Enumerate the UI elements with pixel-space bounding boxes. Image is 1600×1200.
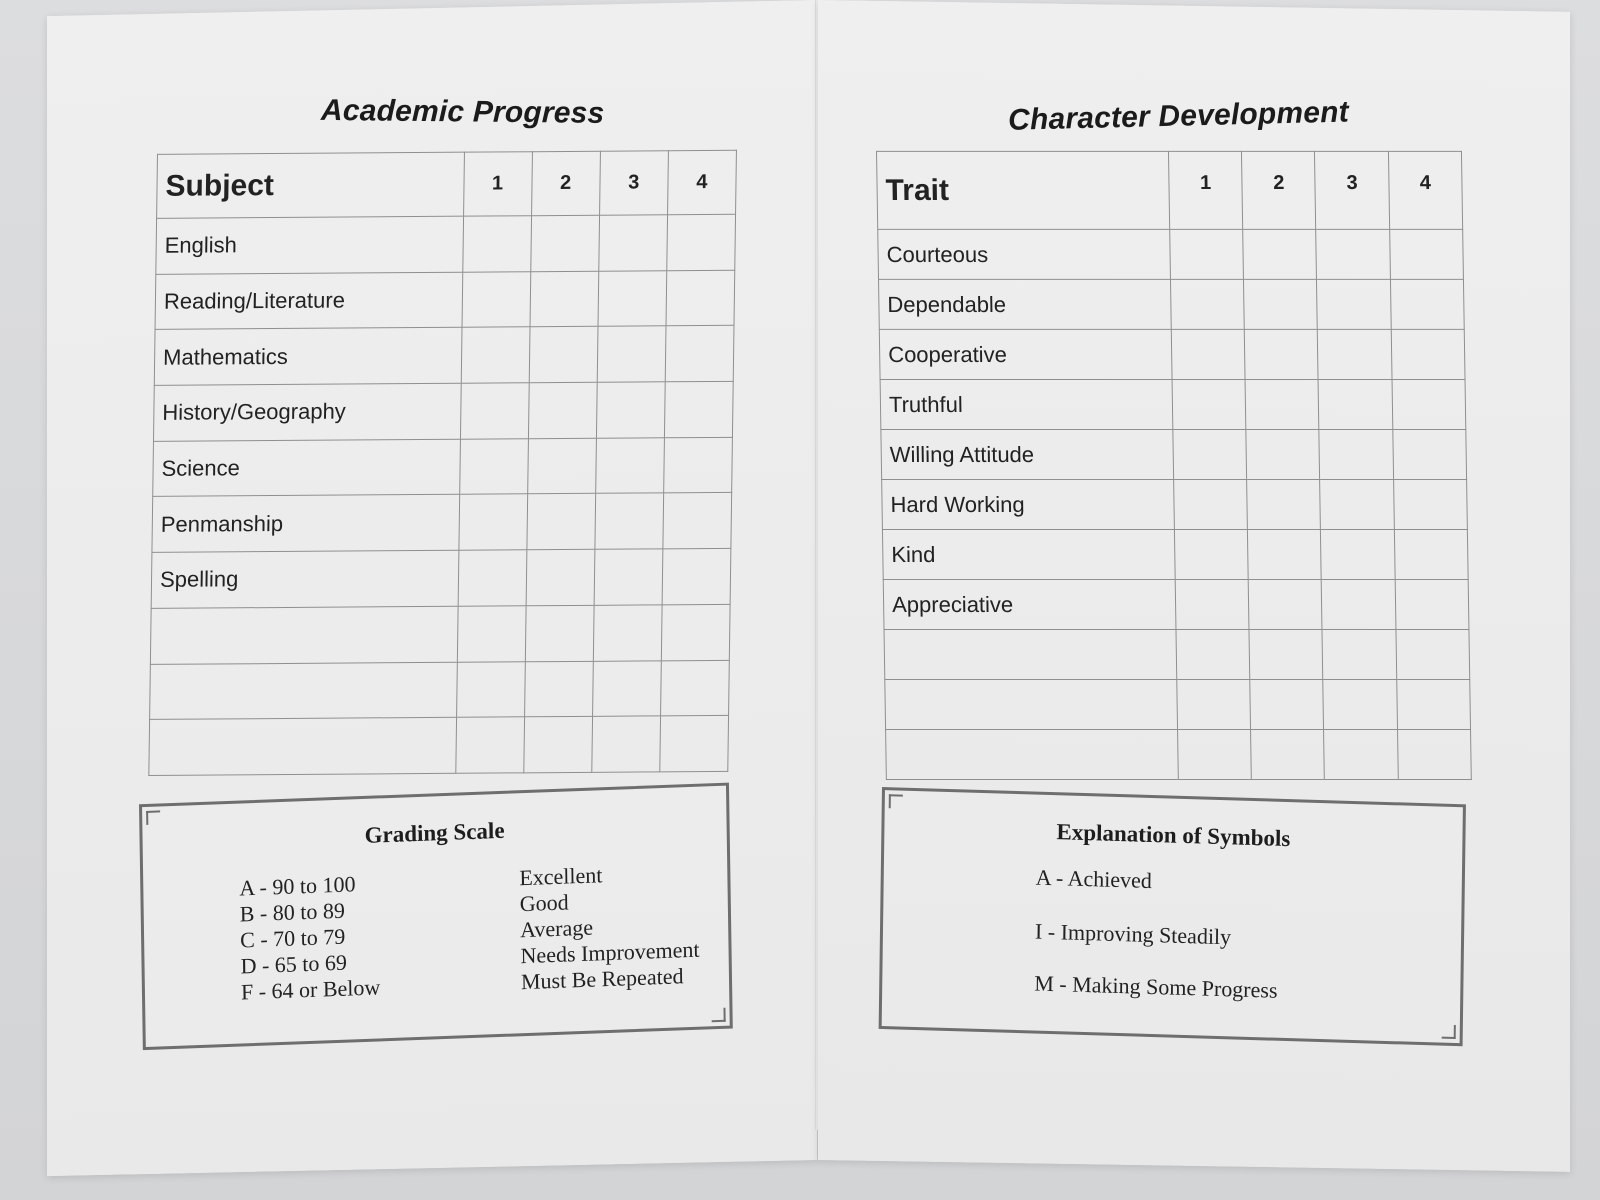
grading-scale-box [139, 783, 733, 1051]
score-cell [458, 494, 527, 550]
score-cell [596, 382, 665, 438]
score-cell [1316, 229, 1390, 279]
table-row [886, 729, 1472, 779]
score-cell [1248, 529, 1322, 579]
quarter-1-header: 1 [463, 152, 532, 216]
score-cell [1321, 529, 1395, 579]
score-cell [599, 215, 668, 271]
trait-hard-working: Hard Working [882, 479, 1175, 529]
subject-spelling: Spelling [151, 550, 458, 608]
grading-letter-item: F - 64 or Below [240, 974, 381, 1005]
blank-subject [150, 662, 457, 720]
score-cell [456, 661, 525, 717]
score-cell [660, 716, 729, 772]
score-cell [592, 716, 661, 772]
grading-letter-item: D - 65 to 69 [240, 949, 348, 979]
score-cell [1323, 679, 1397, 729]
score-cell [662, 548, 731, 604]
grading-description-list [519, 857, 741, 995]
score-cell [460, 383, 529, 439]
score-cell [1396, 679, 1470, 729]
score-cell [666, 270, 735, 326]
quarter-3-header: 3 [1315, 151, 1389, 229]
score-cell [1317, 279, 1391, 329]
subject-mathematics: Mathematics [154, 328, 461, 386]
score-cell [597, 326, 666, 382]
score-cell [1251, 729, 1325, 779]
academic-progress-table [148, 150, 737, 776]
score-cell [1319, 379, 1393, 429]
score-cell [592, 660, 661, 716]
score-cell [1248, 579, 1322, 629]
trait-courteous: Courteous [878, 229, 1171, 279]
academic-progress-title: Academic Progress [320, 93, 606, 130]
score-cell [1397, 729, 1471, 779]
table-row [155, 270, 735, 330]
score-cell [661, 604, 730, 660]
table-row [882, 479, 1468, 529]
table-row [150, 660, 730, 720]
score-cell [1177, 679, 1251, 729]
score-cell [1174, 479, 1248, 529]
symbol-making-some-progress: M - Making Some Progress [1034, 970, 1278, 1003]
grading-description-item: Excellent [519, 862, 603, 891]
subject-reading-literature: Reading/Literature [155, 272, 462, 330]
subject-science: Science [153, 439, 460, 497]
table-row [151, 548, 731, 608]
score-cell [1173, 429, 1247, 479]
score-cell [1394, 529, 1468, 579]
score-cell [459, 439, 528, 495]
table-row [156, 214, 736, 274]
quarter-1-header: 1 [1168, 151, 1242, 229]
score-cell [461, 327, 530, 383]
subject-history-geography: History/Geography [153, 383, 460, 441]
score-cell [1389, 229, 1463, 279]
grading-description-item: Good [519, 889, 569, 917]
symbol-achieved: A - Achieved [1035, 864, 1153, 894]
score-cell [1174, 529, 1248, 579]
character-development-title: Character Development [1007, 95, 1350, 137]
score-cell [664, 381, 733, 437]
academic-header-row [157, 150, 737, 218]
score-cell [1393, 479, 1467, 529]
score-cell [1245, 379, 1319, 429]
score-cell [1393, 429, 1467, 479]
table-row [884, 629, 1470, 679]
score-cell [1172, 379, 1246, 429]
table-row [879, 279, 1465, 329]
trait-willing-attitude: Willing Attitude [881, 429, 1174, 479]
score-cell [664, 437, 733, 493]
table-row [153, 381, 733, 441]
score-cell [1324, 729, 1398, 779]
score-cell [1243, 229, 1317, 279]
score-cell [1392, 379, 1466, 429]
grading-letter-item: C - 70 to 79 [239, 923, 346, 953]
score-cell [667, 214, 736, 270]
score-cell [1396, 629, 1470, 679]
subject-english: English [156, 216, 463, 274]
character-development-table [876, 151, 1472, 780]
score-cell [598, 270, 667, 326]
blank-trait [886, 729, 1179, 779]
score-cell [526, 549, 595, 605]
score-cell [524, 661, 593, 717]
table-row [883, 579, 1469, 629]
score-cell [462, 271, 531, 327]
table-row [150, 604, 730, 664]
score-cell [1246, 429, 1320, 479]
blank-trait [884, 629, 1177, 679]
score-cell [1247, 479, 1321, 529]
table-row [881, 429, 1467, 479]
table-row [153, 437, 733, 497]
table-row [878, 229, 1464, 279]
score-cell [1320, 479, 1394, 529]
score-cell [457, 606, 526, 662]
grading-scale-title: Grading Scale [364, 817, 505, 848]
trait-appreciative: Appreciative [883, 579, 1176, 629]
score-cell [1170, 279, 1244, 329]
table-row [882, 529, 1468, 579]
quarter-4-header: 4 [1388, 151, 1462, 229]
score-cell [1249, 629, 1323, 679]
symbols-box [879, 787, 1466, 1046]
score-cell [1391, 329, 1465, 379]
symbol-improving-steadily: I - Improving Steadily [1034, 918, 1232, 950]
table-row [152, 493, 732, 553]
score-cell [455, 717, 524, 773]
score-cell [523, 717, 592, 773]
score-cell [462, 216, 531, 272]
score-cell [1390, 279, 1464, 329]
score-cell [1176, 629, 1250, 679]
score-cell [528, 382, 597, 438]
table-row [879, 329, 1465, 379]
score-cell [1318, 329, 1392, 379]
quarter-2-header: 2 [531, 151, 600, 215]
score-cell [665, 326, 734, 382]
score-cell [660, 660, 729, 716]
score-cell [1170, 229, 1244, 279]
subject-penmanship: Penmanship [152, 495, 459, 553]
character-header-row [877, 151, 1463, 229]
score-cell [1322, 579, 1396, 629]
score-cell [527, 494, 596, 550]
table-row [885, 679, 1471, 729]
score-cell [594, 549, 663, 605]
blank-subject [149, 717, 456, 775]
score-cell [1250, 679, 1324, 729]
trait-kind: Kind [882, 529, 1175, 579]
score-cell [458, 550, 527, 606]
table-row [154, 326, 734, 386]
trait-truthful: Truthful [880, 379, 1173, 429]
right-page [818, 0, 1570, 1172]
quarter-3-header: 3 [599, 151, 668, 215]
score-cell [1395, 579, 1469, 629]
left-page [47, 0, 817, 1176]
grading-letter-list [239, 867, 461, 1005]
score-cell [1319, 429, 1393, 479]
score-cell [663, 493, 732, 549]
subject-header: Subject [157, 152, 464, 218]
score-cell [1322, 629, 1396, 679]
blank-trait [885, 679, 1178, 729]
score-cell [529, 327, 598, 383]
table-row [880, 379, 1466, 429]
score-cell [1244, 279, 1318, 329]
score-cell [525, 605, 594, 661]
blank-subject [150, 606, 457, 664]
symbols-title: Explanation of Symbols [1056, 819, 1291, 852]
score-cell [530, 271, 599, 327]
table-row [149, 716, 729, 776]
grading-description-item: Must Be Repeated [520, 963, 684, 995]
score-cell [1175, 579, 1249, 629]
score-cell [527, 438, 596, 494]
trait-cooperative: Cooperative [879, 329, 1172, 379]
grading-description-item: Needs Improvement [520, 936, 700, 969]
grading-letter-item: A - 90 to 100 [239, 871, 356, 901]
score-cell [1244, 329, 1318, 379]
grading-letter-item: B - 80 to 89 [239, 897, 346, 927]
trait-header: Trait [877, 151, 1170, 229]
quarter-4-header: 4 [667, 150, 736, 214]
trait-dependable: Dependable [879, 279, 1172, 329]
grading-description-item: Average [519, 914, 594, 943]
score-cell [1171, 329, 1245, 379]
score-cell [595, 438, 664, 494]
score-cell [1178, 729, 1252, 779]
quarter-2-header: 2 [1242, 151, 1316, 229]
score-cell [593, 605, 662, 661]
score-cell [595, 493, 664, 549]
score-cell [530, 215, 599, 271]
